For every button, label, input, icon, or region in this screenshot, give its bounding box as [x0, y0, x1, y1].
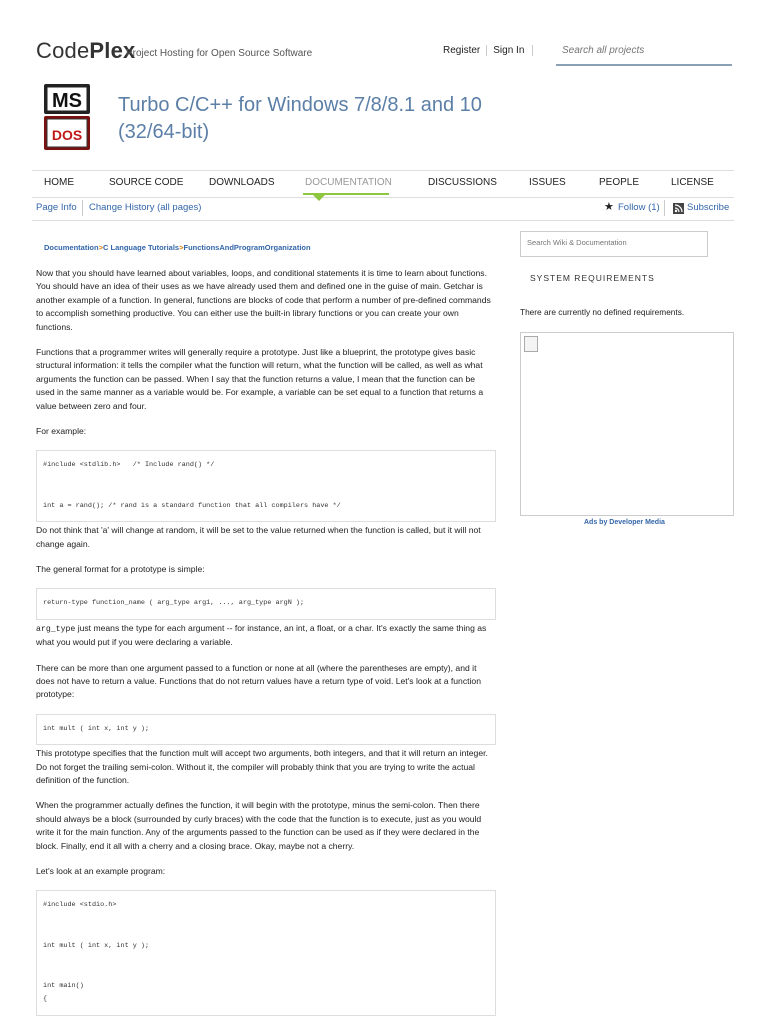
- article-paragraph: Functions that a programmer writes will generally require a prototype. Just like a blueprint, the prototype gives basic structural information: it tells the compiler what the function will return, what the function will be called, as well as what arguments the function can be passed. When I say that the function returns a value, I mean that the function can be used in the same manner as a variable would be. For example, a variable can be set equal to a function that returns a value between zero and four.: [36, 347, 484, 411]
- project-main-nav: [32, 170, 734, 198]
- ads-by-link[interactable]: Ads by Developer Media: [584, 519, 665, 526]
- breadcrumb-current-page[interactable]: FunctionsAndProgramOrganization: [183, 243, 311, 252]
- msdos-logo: [42, 82, 94, 152]
- project-search: [556, 40, 732, 66]
- logo-bold: Plex: [89, 38, 136, 63]
- logo-light: Code: [36, 38, 90, 63]
- tab-documentation[interactable]: DOCUMENTATION: [305, 177, 392, 188]
- codeplex-logo[interactable]: [36, 38, 135, 64]
- broken-image-icon: [524, 336, 538, 352]
- article-paragraph: Let's look at an example program:: [36, 866, 166, 876]
- sign-in-link[interactable]: Sign In: [487, 45, 533, 56]
- wiki-article: [36, 267, 496, 1016]
- paragraph-text: just means the type for each argument -- for instance, an int, a float, or a char. It's exactly the same thing as what you would put if you were declaring a variable.: [36, 622, 487, 648]
- tab-issues[interactable]: ISSUES: [529, 177, 566, 188]
- breadcrumb-documentation[interactable]: Documentation: [44, 243, 99, 252]
- follow-link[interactable]: Follow (1): [618, 202, 660, 213]
- code-block: #include <stdlib.h> /* Include rand() */ int a = rand(); /* rand is a standard function that all compilers have */: [36, 450, 496, 522]
- change-history-link[interactable]: Change History (all pages): [89, 202, 202, 213]
- code-block: int mult ( int x, int y );: [36, 714, 496, 745]
- article-paragraph: When the programmer actually defines the function, it will begin with the prototype, minus the semi-colon. Then there should always be a block (surrounded by curly braces) with the code that the function is to execute, just as you would write it for the main function. Any of the arguments passed to the function can be used as if they were declared in the block. Finally, end it all with a cherry and a closing brace. Okay, maybe not a cherry.: [36, 800, 482, 851]
- subscribe-link[interactable]: Subscribe: [687, 202, 730, 213]
- inline-code: arg_type: [36, 624, 76, 634]
- register-link[interactable]: Register: [437, 45, 487, 56]
- article-paragraph: The general format for a prototype is simple:: [36, 563, 205, 574]
- wiki-search-input[interactable]: [521, 232, 709, 253]
- ad-slot[interactable]: [520, 332, 734, 516]
- tab-source-code[interactable]: SOURCE CODE: [109, 177, 184, 188]
- article-paragraph: Do not think that 'a' will change at random, it will be set to the value returned when the function is called, but it will not change again.: [36, 525, 481, 549]
- system-requirements-text: There are currently no defined requirements.: [520, 307, 685, 317]
- tab-home[interactable]: HOME: [44, 177, 74, 188]
- breadcrumb-separator: >: [179, 243, 184, 252]
- article-paragraph: [36, 622, 496, 650]
- subnav-divider: [82, 200, 83, 216]
- article-paragraph: Now that you should have learned about variables, loops, and conditional statements it is time to learn about functions. You should have an idea of their uses as we have already used them and defined one in the guise of main. Getchar is another example of a function. In general, functions are blocks of code that perform a number of pre-defined commands to accomplish something productive. You can either use the built-in library functions or you can create your own functions.: [36, 268, 491, 332]
- breadcrumb-c-tutorials[interactable]: C Language Tutorials: [102, 243, 180, 252]
- project-search-input[interactable]: [556, 41, 738, 60]
- project-title-line2: (32/64-bit): [118, 121, 210, 143]
- tab-license[interactable]: LICENSE: [671, 177, 714, 188]
- tab-discussions[interactable]: DISCUSSIONS: [428, 177, 497, 188]
- article-paragraph: There can be more than one argument passed to a function or none at all (where the parentheses are empty), and it does not have to return a value. Functions that do not return values have a return type of void. Let's look at a function prototype:: [36, 662, 481, 700]
- tab-downloads[interactable]: DOWNLOADS: [209, 177, 275, 188]
- article-paragraph: For example:: [36, 426, 87, 437]
- logo-ms-text: MS: [52, 90, 82, 112]
- tab-people[interactable]: PEOPLE: [599, 177, 640, 188]
- wiki-search: [520, 231, 708, 257]
- page-info-link[interactable]: Page Info: [36, 202, 77, 213]
- rss-icon: [673, 203, 684, 214]
- breadcrumb-separator: >: [98, 243, 103, 252]
- page-subnav: [32, 200, 734, 221]
- account-nav: [437, 45, 533, 56]
- logo-dos-text: DOS: [51, 127, 83, 143]
- project-title-line1: Turbo C/C++ for Windows 7/8/8.1 and 10: [118, 94, 482, 116]
- article-paragraph: This prototype specifies that the function mult will accept two arguments, both integers, and that it will return an integer. Do not forget the trailing semi-colon. Without it, the compiler will probably think that you are trying to write the actual definition of the function.: [36, 748, 488, 785]
- subnav-divider: [664, 200, 665, 216]
- code-block: return-type function_name ( arg_type arg1, ..., arg_type argN );: [36, 588, 496, 619]
- star-icon: ★: [604, 201, 614, 213]
- breadcrumb: [44, 243, 311, 252]
- system-requirements-heading: SYSTEM REQUIREMENTS: [530, 273, 655, 283]
- project-title: [118, 92, 498, 146]
- site-tagline: Project Hosting for Open Source Software: [126, 48, 313, 59]
- code-block: #include <stdio.h> int mult ( int x, int y ); int main() {: [36, 890, 496, 1015]
